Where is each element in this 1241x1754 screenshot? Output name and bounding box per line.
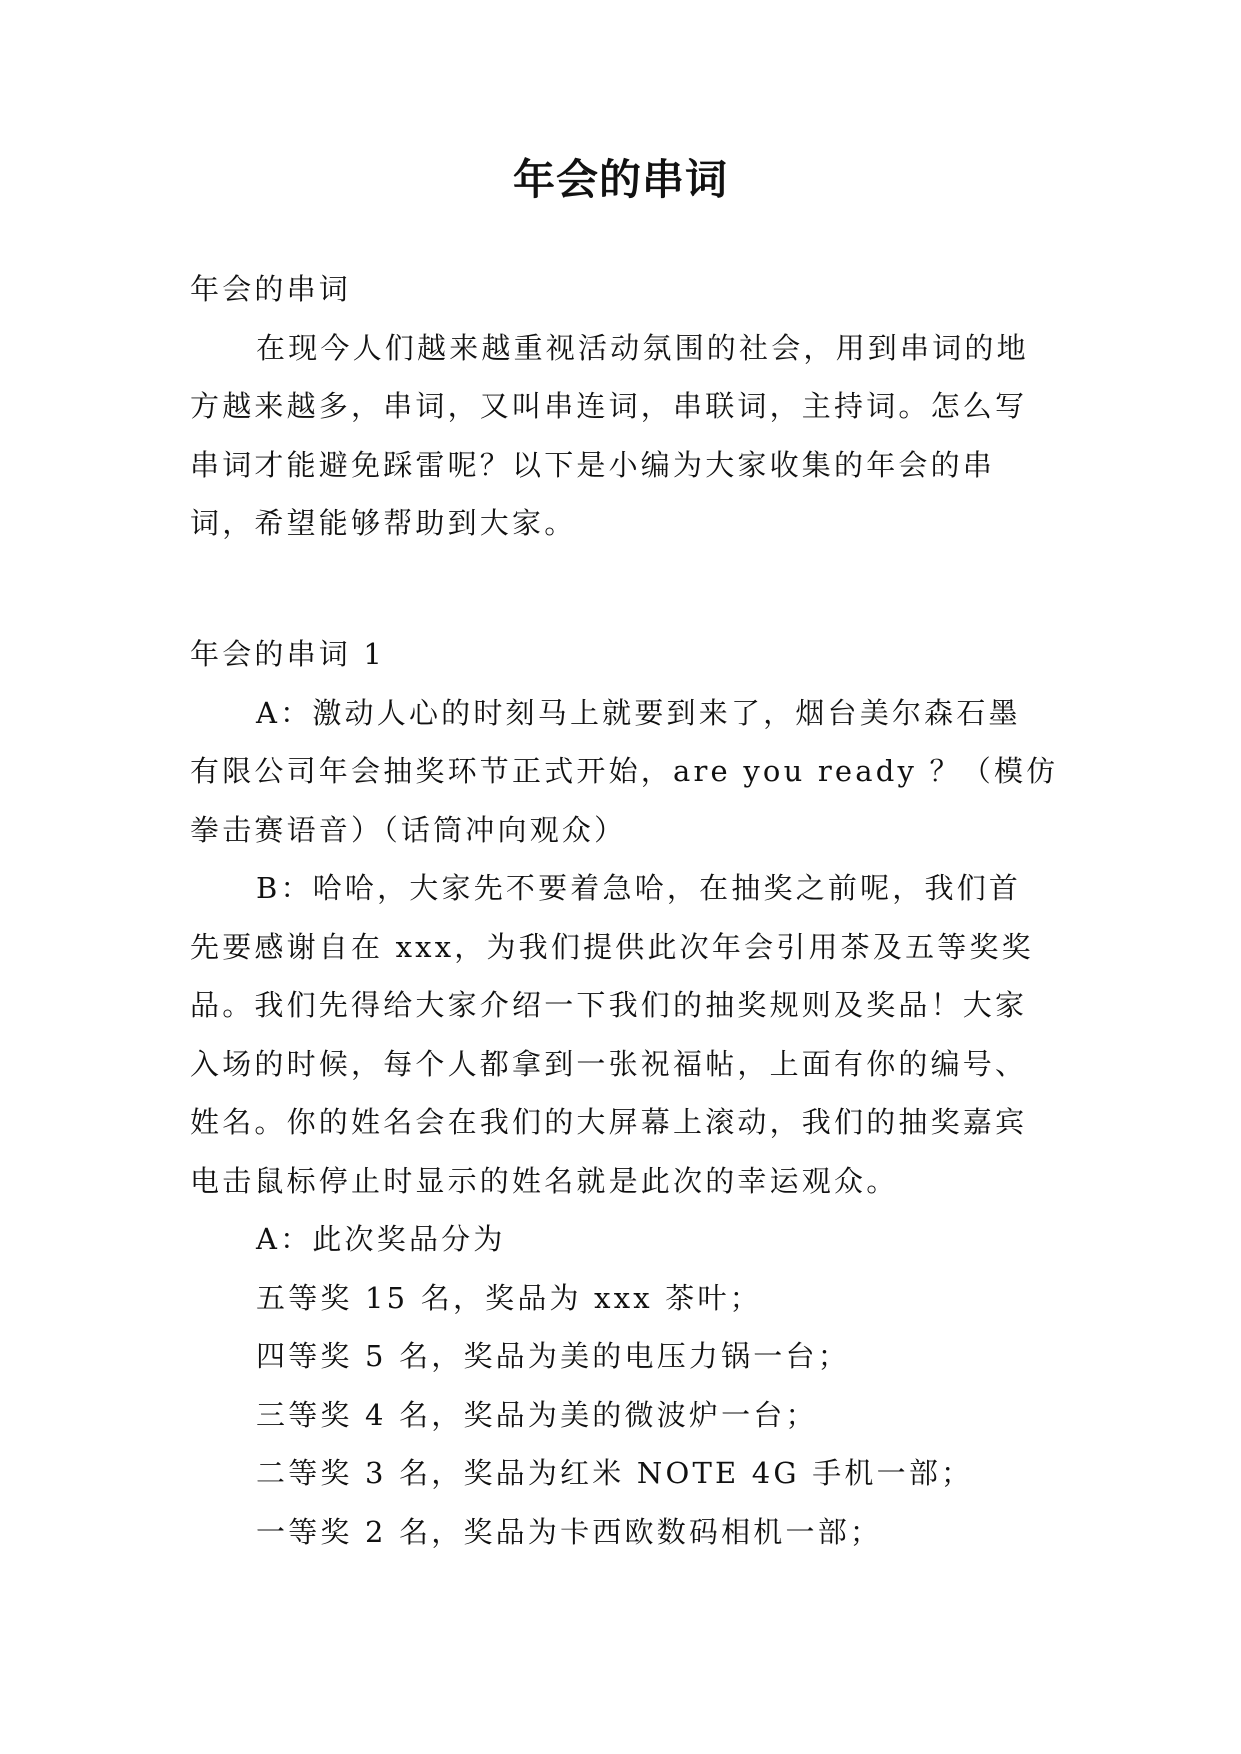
paragraph-b1-line: 先要感谢自在 xxx，为我们提供此次年会引用茶及五等奖奖 bbox=[190, 929, 1034, 964]
prize-item: 五等奖 15 名，奖品为 xxx 茶叶； bbox=[256, 1280, 762, 1315]
paragraph-b1-line: 品。我们先得给大家介绍一下我们的抽奖规则及奖品！大家 bbox=[190, 988, 1028, 1022]
paragraph-a2: A：此次奖品分为 bbox=[256, 1222, 506, 1256]
paragraph-b1-line: B：哈哈，大家先不要着急哈，在抽奖之前呢，我们首 bbox=[256, 871, 1022, 905]
prize-item: 一等奖 2 名，奖品为卡西欧数码相机一部； bbox=[256, 1514, 883, 1549]
prize-item: 四等奖 5 名，奖品为美的电压力锅一台； bbox=[256, 1339, 850, 1373]
paragraph-a1-line: 拳击赛语音）（话筒冲向观众） bbox=[190, 812, 627, 847]
paragraph-b1-line: 入场的时候，每个人都拿到一张祝福帖，上面有你的编号、 bbox=[190, 1046, 1028, 1081]
paragraph-b1-line: 电击鼠标停止时显示的姓名就是此次的幸运观众。 bbox=[190, 1163, 899, 1198]
prize-item: 二等奖 3 名，奖品为红米 NOTE 4G 手机一部； bbox=[256, 1456, 974, 1490]
document-title: 年会的串词 bbox=[512, 155, 728, 204]
intro-line: 串词才能避免踩雷呢？以下是小编为大家收集的年会的串 bbox=[190, 447, 996, 482]
intro-line: 词，希望能够帮助到大家。 bbox=[190, 506, 577, 540]
section-1-heading: 年会的串词 1 bbox=[190, 637, 386, 671]
section-1 bbox=[190, 625, 1059, 1561]
intro-line: 在现今人们越来越重视活动氛围的社会，用到串词的地 bbox=[256, 330, 1029, 365]
prize-item: 三等奖 4 名，奖品为美的微波炉一台； bbox=[256, 1397, 818, 1432]
paragraph-a1-line: A：激动人心的时刻马上就要到来了，烟台美尔森石墨 bbox=[256, 695, 1021, 730]
paragraph-b1-line: 姓名。你的姓名会在我们的大屏幕上滚动，我们的抽奖嘉宾 bbox=[190, 1105, 1028, 1139]
intro-section bbox=[190, 260, 1052, 553]
paragraph-a1-line: 有限公司年会抽奖环节正式开始，are you ready ？（模仿 bbox=[190, 754, 1059, 788]
intro-heading: 年会的串词 bbox=[190, 272, 352, 306]
intro-line: 方越来越多，串词，又叫串连词，串联词，主持词。怎么写 bbox=[190, 389, 1028, 423]
